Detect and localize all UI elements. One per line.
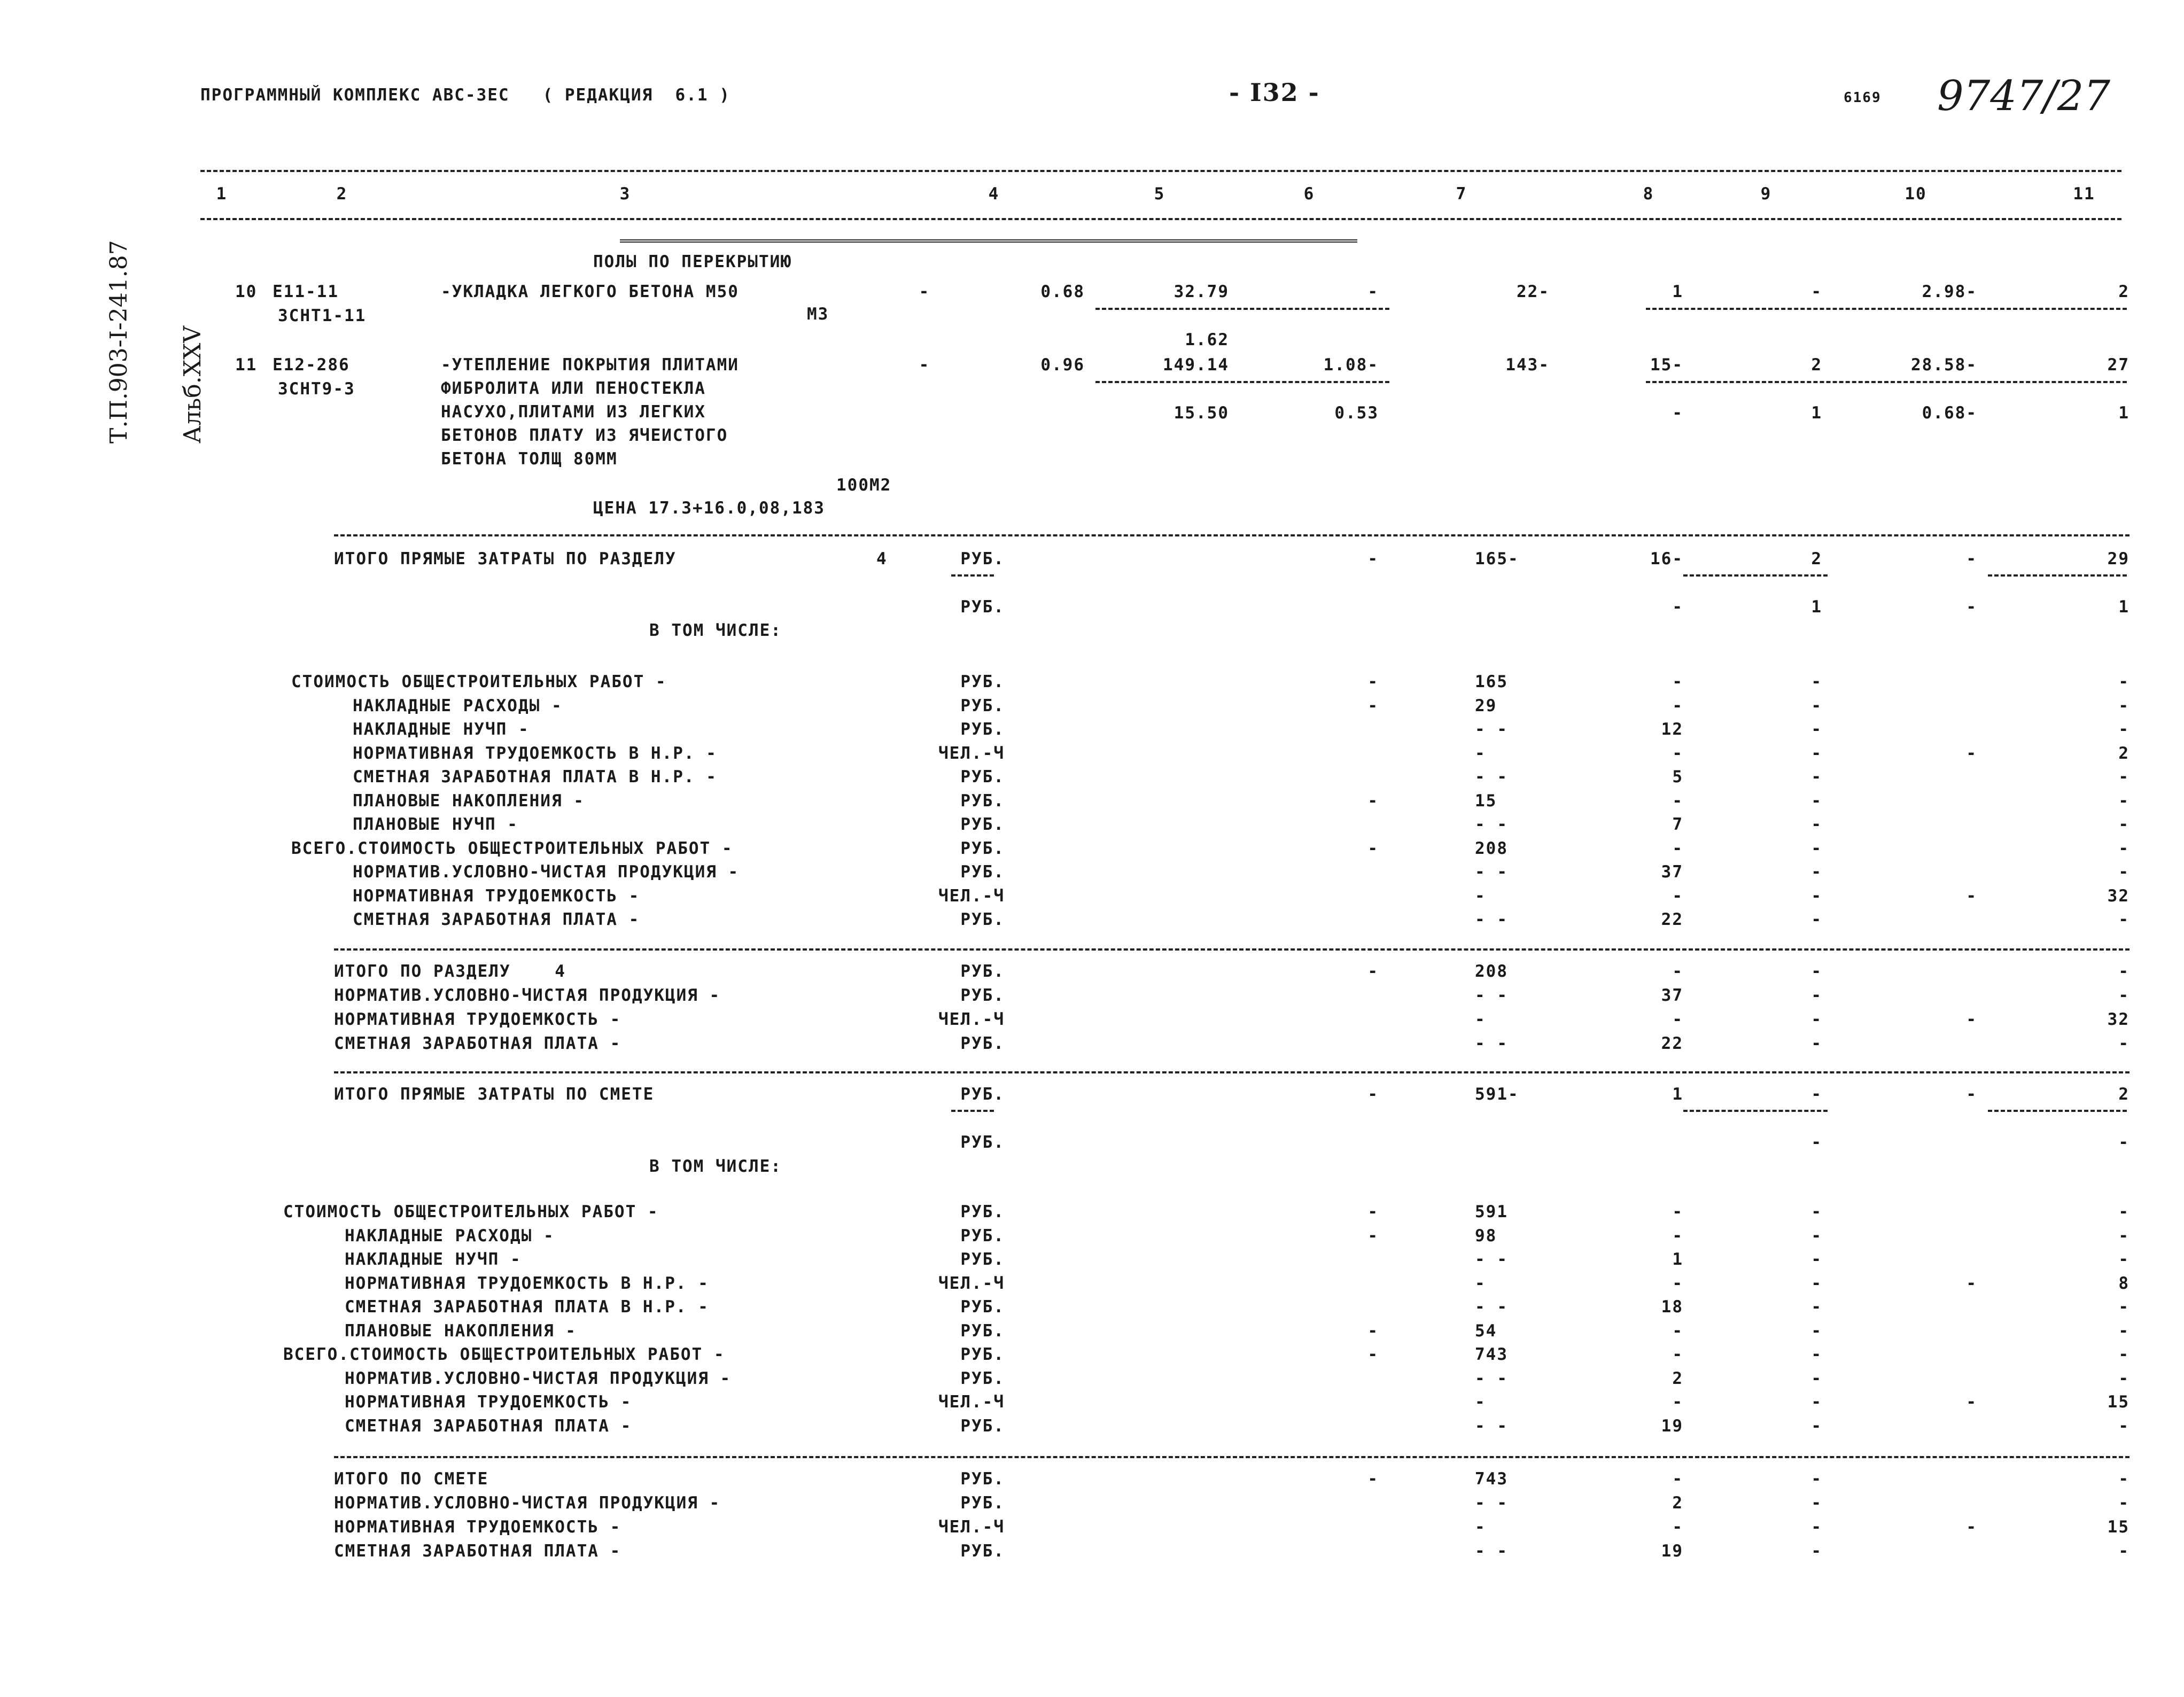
col9-value: - (1811, 1416, 1822, 1436)
unit-price-wages: 1.62 (1185, 330, 1229, 349)
item-subrule (1646, 381, 2127, 383)
col8-value: 15- (1650, 355, 1683, 375)
summary-label: НОРМАТИВ.УСЛОВНО-ЧИСТАЯ ПРОДУКЦИЯ - (334, 1493, 721, 1513)
col9-value: - (1811, 1034, 1822, 1053)
col6-value: 1.08- (1323, 355, 1379, 375)
summary-label: ВСЕГО.СТОИМОСТЬ ОБЩЕСТРОИТЕЛЬНЫХ РАБОТ - (291, 838, 733, 858)
col6-value: - (1367, 549, 1379, 569)
summary-unit: ЧЕЛ.-Ч (938, 1010, 1005, 1029)
total-section-number: 4 (876, 549, 888, 569)
summary-label: НОРМАТИВНАЯ ТРУДОЕМКОСТЬ - (334, 1010, 621, 1029)
col10-value: - (1966, 1085, 1977, 1104)
col11-value: - (2118, 720, 2129, 739)
col7-value: 22- (1517, 282, 1550, 301)
summary-label: НАКЛАДНЫЕ РАСХОДЫ - (345, 1226, 555, 1245)
summary-label: СМЕТНАЯ ЗАРАБОТНАЯ ПЛАТА - (334, 1034, 621, 1053)
col7-value: 743 (1475, 1345, 1508, 1364)
col7-value: - - (1475, 815, 1508, 834)
col8-value: 16- (1650, 549, 1683, 569)
col7-value: - - (1475, 1250, 1508, 1269)
col11-value: - (2118, 767, 2129, 787)
col8-value: - (1672, 886, 1683, 906)
col10-value: - (1966, 1010, 1977, 1029)
summary-label: ПЛАНОВЫЕ НАКОПЛЕНИЯ - (345, 1321, 577, 1341)
summary-unit: РУБ. (960, 986, 1005, 1005)
col8-value: - (1672, 743, 1683, 763)
summary-label: НОРМАТИВ.УСЛОВНО-ЧИСТАЯ ПРОДУКЦИЯ - (345, 1368, 732, 1388)
item-code: Е12-286 (273, 355, 350, 375)
item-number: 11 (235, 355, 258, 375)
col9-value: - (1811, 1345, 1822, 1364)
col9-value: - (1811, 1542, 1822, 1561)
col10-value: - (1966, 743, 1977, 763)
col8-value: - (1672, 791, 1683, 811)
summary-unit: РУБ. (960, 1416, 1005, 1436)
col11-value: - (2118, 862, 2129, 882)
col8-value: - (1672, 1345, 1683, 1364)
col9-value: - (1811, 910, 1822, 929)
summary-label: НОРМАТИВНАЯ ТРУДОЕМКОСТЬ - (353, 886, 640, 906)
summary-label: НОРМАТИВНАЯ ТРУДОЕМКОСТЬ В Н.Р. - (345, 1273, 709, 1293)
col11-value: - (2118, 1416, 2129, 1436)
col11-value-2: 1 (2118, 597, 2129, 617)
block-rule (334, 1456, 2129, 1458)
col9-value-2: 1 (1811, 403, 1822, 423)
col9-value: - (1811, 1202, 1822, 1221)
item-description-line: 100М2 (836, 476, 892, 495)
col8-value: 1 (1672, 1250, 1683, 1269)
col11-value: - (2118, 1202, 2129, 1221)
col9-value: - (1811, 1085, 1822, 1104)
col9-value: - (1811, 1493, 1822, 1513)
col8-value: 1 (1672, 1085, 1683, 1104)
col9-value: - (1811, 791, 1822, 811)
col11-value: - (2118, 910, 2129, 929)
side-stamp-line1: Т.П.903-I-241.87 (105, 240, 133, 443)
col11-value: - (2118, 1250, 2129, 1269)
column-header-6: 6 (1303, 184, 1315, 204)
col11-value: - (2118, 696, 2129, 715)
col11-value: - (2118, 1297, 2129, 1317)
col9-value: - (1811, 1010, 1822, 1029)
col8-value: - (1672, 838, 1683, 858)
col10-value: 28.58- (1911, 355, 1977, 375)
summary-label: ПЛАНОВЫЕ НУЧП - (353, 815, 518, 834)
col8-value: 1 (1672, 282, 1683, 301)
col8-value: - (1672, 1321, 1683, 1341)
col6-value: - (1367, 1345, 1379, 1364)
summary-unit: РУБ. (960, 1297, 1005, 1317)
total-unit-2: РУБ. (960, 1133, 1005, 1152)
col11-value: 8 (2118, 1273, 2129, 1293)
summary-label: НАКЛАДНЫЕ РАСХОДЫ - (353, 696, 563, 715)
col8-value: - (1672, 672, 1683, 691)
col7-value: 143- (1505, 355, 1550, 375)
summary-unit: РУБ. (960, 1202, 1005, 1221)
col8-value: 12 (1661, 720, 1683, 739)
summary-label: ПЛАНОВЫЕ НАКОПЛЕНИЯ - (353, 791, 585, 811)
item-description-line: БЕТОНОВ ПЛАТУ ИЗ ЯЧЕИСТОГО (441, 426, 728, 445)
side-stamp-line2: Альб.XXV (179, 325, 206, 443)
total-unit: РУБ. (960, 549, 1005, 569)
col4-value: - (919, 355, 930, 375)
col9-value: 2 (1811, 355, 1822, 375)
item-description-line: -УТЕПЛЕНИЕ ПОКРЫТИЯ ПЛИТАМИ (441, 355, 739, 375)
col6-value: - (1367, 282, 1379, 301)
col9-value: - (1811, 838, 1822, 858)
col8-value: - (1672, 1010, 1683, 1029)
summary-unit: ЧЕЛ.-Ч (938, 1517, 1005, 1537)
col9-value: - (1811, 1469, 1822, 1489)
summary-label: СМЕТНАЯ ЗАРАБОТНАЯ ПЛАТА - (334, 1542, 621, 1561)
col6-value: - (1367, 1469, 1379, 1489)
col11-value: 2 (2118, 743, 2129, 763)
col7-value: 743 (1475, 1469, 1508, 1489)
column-header-2: 2 (336, 184, 348, 204)
including-label: В ТОМ ЧИСЛЕ: (649, 1157, 782, 1176)
header-rule-bottom (200, 218, 2121, 220)
item-subrule (1646, 308, 2127, 310)
summary-label: ВСЕГО.СТОИМОСТЬ ОБЩЕСТРОИТЕЛЬНЫХ РАБОТ - (283, 1345, 725, 1364)
block-rule (334, 948, 2129, 951)
col8-value: - (1672, 1202, 1683, 1221)
col7-value: 165- (1475, 549, 1519, 569)
including-label: В ТОМ ЧИСЛЕ: (649, 621, 782, 640)
item-code-2: ЗСНТ1-11 (278, 306, 367, 325)
summary-label: НАКЛАДНЫЕ НУЧП - (353, 720, 530, 739)
item-code: Е11-11 (273, 282, 339, 301)
summary-unit: РУБ. (960, 767, 1005, 787)
col9-value: - (1811, 815, 1822, 834)
summary-label: СМЕТНАЯ ЗАРАБОТНАЯ ПЛАТА В Н.Р. - (353, 767, 717, 787)
total-subrule (1988, 574, 2127, 577)
handwritten-doc-number: 9747/27 (1937, 72, 2111, 120)
col9-value-2: 1 (1811, 597, 1822, 617)
unit-price: 32.79 (1173, 282, 1229, 301)
column-header-4: 4 (988, 184, 1000, 204)
column-header-9: 9 (1760, 184, 1772, 204)
col8-value: - (1672, 1469, 1683, 1489)
summary-label: НОРМАТИВ.УСЛОВНО-ЧИСТАЯ ПРОДУКЦИЯ - (334, 986, 721, 1005)
col6-value: - (1367, 791, 1379, 811)
col11-value: - (2118, 838, 2129, 858)
column-header-3: 3 (619, 184, 631, 204)
column-header-10: 10 (1905, 184, 1927, 204)
col7-value: - - (1475, 1297, 1508, 1317)
quantity: 0.96 (1040, 355, 1085, 375)
col7-value: 591 (1475, 1202, 1508, 1221)
col6-value-2: 0.53 (1334, 403, 1379, 423)
col11-value: - (2118, 1368, 2129, 1388)
col11-value: - (2118, 1345, 2129, 1364)
item-subrule (1095, 381, 1389, 383)
col9-value: - (1811, 767, 1822, 787)
col11-value: - (2118, 1493, 2129, 1513)
col9-value: - (1811, 1297, 1822, 1317)
col9-value: - (1811, 1250, 1822, 1269)
summary-unit: РУБ. (960, 791, 1005, 811)
col6-value: - (1367, 696, 1379, 715)
col11-value: - (2118, 1321, 2129, 1341)
unit-price-wages: 15.50 (1173, 403, 1229, 423)
summary-unit: РУБ. (960, 1542, 1005, 1561)
col7-value: 208 (1475, 838, 1508, 858)
col6-value: - (1367, 838, 1379, 858)
summary-unit: РУБ. (960, 720, 1005, 739)
summary-label: СТОИМОСТЬ ОБЩЕСТРОИТЕЛЬНЫХ РАБОТ - (283, 1202, 659, 1221)
col8-value: - (1672, 1517, 1683, 1537)
col6-value: - (1367, 1321, 1379, 1341)
col10-value: 2.98- (1922, 282, 1977, 301)
col11-value: 29 (2107, 549, 2129, 569)
section-rule (620, 239, 1357, 243)
total-subrule (1683, 1110, 1828, 1112)
section-title: ПОЛЫ ПО ПЕРЕКРЫТИЮ (593, 252, 792, 271)
col9-value: - (1811, 1226, 1822, 1245)
total-label: ИТОГО ПРЯМЫЕ ЗАТРАТЫ ПО РАЗДЕЛУ (334, 549, 677, 569)
col8-value: 22 (1661, 1034, 1683, 1053)
item-description-line: ФИБРОЛИТА ИЛИ ПЕНОСТЕКЛА (441, 379, 706, 398)
col10-value: - (1966, 1273, 1977, 1293)
item-description-line: БЕТОНА ТОЛЩ 80ММ (441, 449, 618, 469)
col8-value: 19 (1661, 1542, 1683, 1561)
col8-value: 5 (1672, 767, 1683, 787)
col7-value: - - (1475, 986, 1508, 1005)
col8-value: - (1672, 1226, 1683, 1245)
summary-unit: РУБ. (960, 696, 1005, 715)
item-description-line: -УКЛАДКА ЛЕГКОГО БЕТОНА М50 (441, 282, 739, 301)
summary-label: НОРМАТИВНАЯ ТРУДОЕМКОСТЬ - (334, 1517, 621, 1537)
summary-label: НОРМАТИВНАЯ ТРУДОЕМКОСТЬ В Н.Р. - (353, 743, 717, 763)
col8-value: 7 (1672, 815, 1683, 834)
col9-value: - (1811, 696, 1822, 715)
col7-value: - - (1475, 862, 1508, 882)
col7-value: 98 (1475, 1226, 1497, 1245)
col11-value: - (2118, 672, 2129, 691)
col9-value: - (1811, 1368, 1822, 1388)
col8-value: 18 (1661, 1297, 1683, 1317)
col11-value: 2 (2118, 282, 2129, 301)
col9-value: - (1811, 743, 1822, 763)
item-number: 10 (235, 282, 258, 301)
col10-value: - (1966, 549, 1977, 569)
col8-value-2: - (1672, 597, 1683, 617)
column-header-7: 7 (1456, 184, 1467, 204)
item-description-line: НАСУХО,ПЛИТАМИ ИЗ ЛЕГКИХ (441, 402, 706, 422)
doc-code: 6169 (1844, 90, 1882, 106)
item-code-2: ЗСНТ9-3 (278, 379, 355, 399)
summary-unit: РУБ. (960, 1493, 1005, 1513)
col11-value: - (2118, 1226, 2129, 1245)
col10-value: - (1966, 1392, 1977, 1412)
col8-value: - (1672, 1392, 1683, 1412)
summary-label: СТОИМОСТЬ ОБЩЕСТРОИТЕЛЬНЫХ РАБОТ - (291, 672, 667, 691)
col8-value: 37 (1661, 862, 1683, 882)
summary-unit: ЧЕЛ.-Ч (938, 743, 1005, 763)
col11-value: - (2118, 791, 2129, 811)
col11-value: 15 (2107, 1517, 2129, 1537)
col11-value: 15 (2107, 1392, 2129, 1412)
col7-value: - (1475, 1517, 1486, 1537)
column-header-5: 5 (1154, 184, 1165, 204)
summary-unit: РУБ. (960, 1321, 1005, 1341)
col7-value: - - (1475, 767, 1508, 787)
col8-value: - (1672, 1273, 1683, 1293)
col7-value: - (1475, 1010, 1486, 1029)
summary-label: СМЕТНАЯ ЗАРАБОТНАЯ ПЛАТА - (353, 910, 640, 929)
summary-unit: РУБ. (960, 838, 1005, 858)
summary-unit: РУБ. (960, 1034, 1005, 1053)
col9-value: 2 (1811, 549, 1822, 569)
col9-value: - (1811, 672, 1822, 691)
summary-unit: ЧЕЛ.-Ч (938, 1273, 1005, 1293)
summary-unit: РУБ. (960, 1469, 1005, 1489)
col7-value: 54 (1475, 1321, 1497, 1341)
col7-value: - - (1475, 1034, 1508, 1053)
col6-value: - (1367, 962, 1379, 981)
col11-value: - (2118, 1469, 2129, 1489)
col11-value: - (2118, 815, 2129, 834)
col7-value: 29 (1475, 696, 1497, 715)
total-subrule (951, 1110, 994, 1112)
col7-value: - - (1475, 720, 1508, 739)
col7-value: 591- (1475, 1085, 1519, 1104)
summary-label: НАКЛАДНЫЕ НУЧП - (345, 1250, 522, 1269)
column-header-8: 8 (1643, 184, 1654, 204)
col6-value: - (1367, 1202, 1379, 1221)
col9-value: - (1811, 1321, 1822, 1341)
col8-value: 2 (1672, 1493, 1683, 1513)
col8-value: - (1672, 962, 1683, 981)
page-number: - I32 - (1229, 78, 1320, 107)
total-label: ИТОГО ПРЯМЫЕ ЗАТРАТЫ ПО СМЕТЕ (334, 1085, 655, 1104)
col9-value: - (1811, 1392, 1822, 1412)
total-subrule (1683, 574, 1828, 577)
col7-value: 208 (1475, 962, 1508, 981)
col9-value: - (1811, 862, 1822, 882)
col7-value: 15 (1475, 791, 1497, 811)
summary-unit: ЧЕЛ.-Ч (938, 886, 1005, 906)
summary-label: ИТОГО ПО СМЕТЕ (334, 1469, 489, 1489)
summary-unit: РУБ. (960, 672, 1005, 691)
quantity: 0.68 (1040, 282, 1085, 301)
col6-value: - (1367, 672, 1379, 691)
col9-value: - (1811, 986, 1822, 1005)
col11-value-2: - (2118, 1133, 2129, 1152)
col6-value: - (1367, 1085, 1379, 1104)
summary-unit: РУБ. (960, 1250, 1005, 1269)
col8-value: 19 (1661, 1416, 1683, 1436)
col10-value: - (1966, 886, 1977, 906)
total-unit-2: РУБ. (960, 597, 1005, 617)
col9-value: - (1811, 282, 1822, 301)
column-header-1: 1 (216, 184, 228, 204)
item-description-line: ЦЕНА 17.3+16.0,08,183 (593, 499, 825, 518)
col9-value: - (1811, 720, 1822, 739)
col10-value: - (1966, 1517, 1977, 1537)
block-rule (334, 534, 2129, 536)
summary-label: СМЕТНАЯ ЗАРАБОТНАЯ ПЛАТА В Н.Р. - (345, 1297, 709, 1317)
col8-value: - (1672, 696, 1683, 715)
summary-label: НОРМАТИВНАЯ ТРУДОЕМКОСТЬ - (345, 1392, 632, 1412)
summary-unit: РУБ. (960, 962, 1005, 981)
summary-unit: РУБ. (960, 1345, 1005, 1364)
col9-value: - (1811, 1273, 1822, 1293)
program-header: ПРОГРАММНЫЙ КОМПЛЕКС АВС-ЗЕС ( РЕДАКЦИЯ 6.1 ) (200, 85, 730, 105)
item-description-line: М3 (807, 305, 829, 324)
col11-value: 27 (2107, 355, 2129, 375)
col11-value: 32 (2107, 1010, 2129, 1029)
summary-unit: РУБ. (960, 1226, 1005, 1245)
col10-value-2: 0.68- (1922, 403, 1977, 423)
col7-value: - - (1475, 910, 1508, 929)
col8-value: 37 (1661, 986, 1683, 1005)
col7-value: - - (1475, 1542, 1508, 1561)
col11-value: - (2118, 962, 2129, 981)
column-header-11: 11 (2073, 184, 2095, 204)
col8-value-2: - (1672, 403, 1683, 423)
col8-value: 22 (1661, 910, 1683, 929)
total-subrule (1988, 1110, 2127, 1112)
side-stamp (58, 240, 230, 443)
header-rule-top (200, 170, 2121, 172)
summary-unit: РУБ. (960, 815, 1005, 834)
col7-value: - - (1475, 1416, 1508, 1436)
summary-unit: РУБ. (960, 1368, 1005, 1388)
summary-label: НОРМАТИВ.УСЛОВНО-ЧИСТАЯ ПРОДУКЦИЯ - (353, 862, 740, 882)
col4-value: - (919, 282, 930, 301)
item-subrule (1095, 308, 1389, 310)
col6-value: - (1367, 1226, 1379, 1245)
col7-value: - - (1475, 1493, 1508, 1513)
col7-value: - (1475, 743, 1486, 763)
col7-value: 165 (1475, 672, 1508, 691)
col11-value: - (2118, 986, 2129, 1005)
col7-value: - - (1475, 1368, 1508, 1388)
summary-unit: ЧЕЛ.-Ч (938, 1392, 1005, 1412)
block-rule (334, 1071, 2129, 1073)
col11-value: - (2118, 1034, 2129, 1053)
col10-value-2: - (1966, 597, 1977, 617)
col9-value: - (1811, 886, 1822, 906)
col11-value: 32 (2107, 886, 2129, 906)
col9-value: - (1811, 962, 1822, 981)
col8-value: 2 (1672, 1368, 1683, 1388)
col9-value: - (1811, 1517, 1822, 1537)
col9-value-2: - (1811, 1133, 1822, 1152)
summary-label: ИТОГО ПО РАЗДЕЛУ 4 (334, 962, 566, 981)
col11-value: 2 (2118, 1085, 2129, 1104)
summary-label: СМЕТНАЯ ЗАРАБОТНАЯ ПЛАТА - (345, 1416, 632, 1436)
summary-unit: РУБ. (960, 862, 1005, 882)
total-unit: РУБ. (960, 1085, 1005, 1104)
col11-value-2: 1 (2118, 403, 2129, 423)
total-subrule (951, 574, 994, 577)
unit-price: 149.14 (1163, 355, 1229, 375)
summary-unit: РУБ. (960, 910, 1005, 929)
col7-value: - (1475, 886, 1486, 906)
col7-value: - (1475, 1392, 1486, 1412)
col7-value: - (1475, 1273, 1486, 1293)
col11-value: - (2118, 1542, 2129, 1561)
